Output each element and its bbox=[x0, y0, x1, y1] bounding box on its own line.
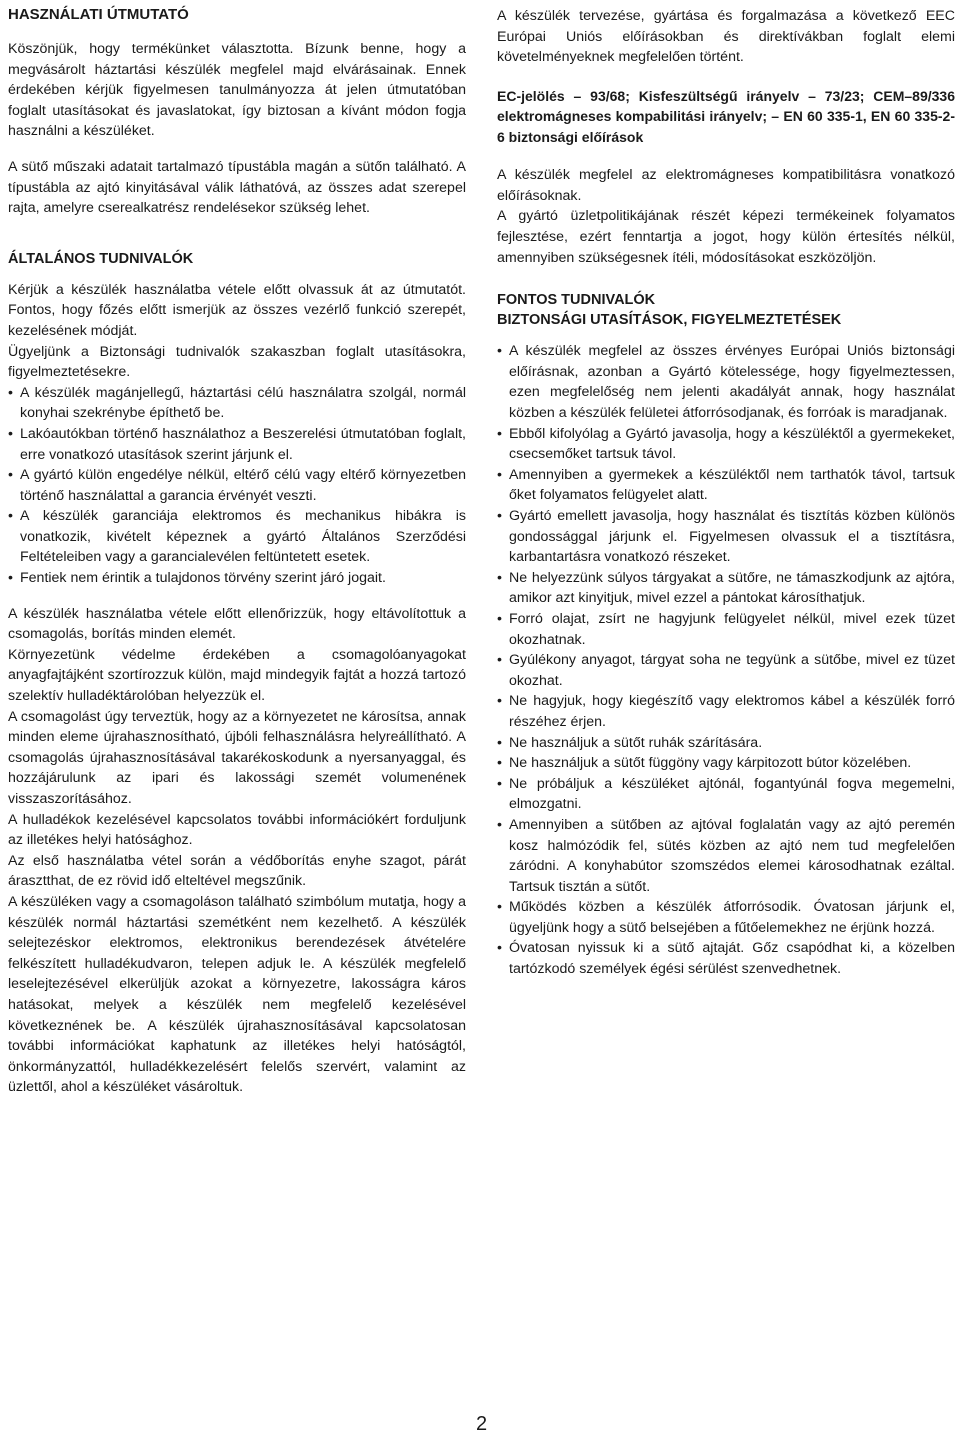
list-item: • Ne próbáljuk a készüléket ajtónál, fogantyúnál fogva megemelni, elmozgatni. bbox=[497, 774, 955, 815]
disposal-paragraph: A készüléken vagy a csomagoláson található szimbólum mutatja, hogy a készülék normál háztartási szemétként nem kezelhető. A készülék selejtezéskor elektromos, elektronikus berendezések átvételére felkészített hulladékudvaron, telepen adjuk le. A készülék megfelelő leselejtezésével elkerüljük azokat a környezetre, lakosságra káros hatásokat, melyek a készülék nem megfelelő kezelésével következnének be. A készülék újrahasznosításával kapcsolatosan további információkat kaphatunk az illetékes helyi hatóságtól, önkormányzattól, hulladékkezelésért felelős szervért, valamint az üzlettől, ahol a készüléket vásároltuk. bbox=[8, 893, 466, 1096]
list-item: • Működés közben a készülék átforrósodik. Óvatosan járjunk el, ügyeljünk hogy a sütő belsejében a fűtőelemekhez ne érjünk hozzá. bbox=[497, 897, 955, 938]
important-heading: FONTOS TUDNIVALÓK bbox=[497, 292, 656, 309]
first-use-paragraph: Az első használatba vétel során a védőborítás enyhe szagot, párát árasztthat, de ez rövid idő elteltével megszűnik. bbox=[8, 852, 466, 890]
right-column bbox=[497, 6, 955, 980]
intro-paragraph: Köszönjük, hogy termékünket választotta. Bízunk benne, hogy a megvásárolt háztartási készülék megfelel majd elvárásainak. Ennek érdekében kérjük figyelmesen tanulmányozza át jelen útmutatóban foglalt utasításokat és javaslatokat, így biztosan a kívánt módon fogja használni a készüléket. bbox=[8, 41, 466, 140]
list-item: • A készülék magánjellegű, háztartási célú használatra szolgál, normál konyhai szekrénybe építhető be. bbox=[8, 383, 466, 424]
left-column bbox=[8, 6, 466, 1098]
compliance-intro: A készülék tervezése, gyártása és forgalmazása a következő EEC Európai Uniós előírásokban és direktívákban foglalt elemi követelményeknek megfelelően történt. bbox=[497, 8, 955, 66]
waste-info-paragraph: A hulladékok kezelésével kapcsolatos további információkért forduljunk az illetékes helyi hatósághoz. bbox=[8, 811, 466, 849]
general-paragraph-1: Kérjük a készülék használatba vétele előtt olvassuk át az útmutatót. Fontos, hogy főzés előtt ismerjük az összes vezérlő funkció szerepét, kezelésének módját. bbox=[8, 281, 466, 339]
list-item: • Fentiek nem érintik a tulajdonos törvény szerint járó jogait. bbox=[8, 568, 466, 589]
list-item: • Ebből kifolyólag a Gyártó javasolja, hogy a készüléktől a gyermekeket, csecsemőket tartsuk távol. bbox=[497, 424, 955, 465]
page-number: 2 bbox=[476, 1413, 488, 1435]
list-item: • A gyártó külön engedélye nélkül, eltérő célú vagy eltérő környezetben történő használattal a garancia érvényét veszti. bbox=[8, 465, 466, 506]
list-item: • Ne használjuk a sütőt ruhák szárítására. bbox=[497, 733, 955, 754]
list-item: • Gyúlékony anyagot, tárgyat soha ne tegyünk a sütőbe, mivel ez tüzet okozhat. bbox=[497, 650, 955, 691]
document-title: HASZNÁLATI ÚTMUTATÓ bbox=[8, 6, 189, 23]
list-item: • Amennyiben a sütőben az ajtóval foglalatán vagy az ajtó peremén kosz halmózódik fel, sütés közben az ajtó nem tud megfelelően záródni. A konyhabútor szomszédos elemei károsodhatnak ezáltal. Tartsuk tisztán a sütőt. bbox=[497, 815, 955, 897]
list-item: • Ne hagyjuk, hogy kiegészítő vagy elektromos kábel a készülék forró részéhez érjen. bbox=[497, 691, 955, 732]
list-item: • Ne használjuk a sütőt függöny vagy kárpitozott bútor közelében. bbox=[497, 753, 955, 774]
general-bullet-list bbox=[8, 383, 466, 589]
safety-bullet-list bbox=[497, 341, 955, 979]
emc-compliance-text: A készülék megfelel az elektromágneses kompatibilitásra vonatkozó előírásoknak. bbox=[497, 167, 955, 204]
list-item: • Amennyiben a gyermekek a készüléktől nem tarthatók távol, tartsuk őket folyamatos felügyelet alatt. bbox=[497, 465, 955, 506]
recycling-paragraph: A csomagolást úgy terveztük, hogy az a környezetet ne károsítsa, annak minden eleme újrahasznosítható, újbóli felhasználásra helyreállítható. A csomagolás újrahasznosításával takarékoskodunk a nyersanyaggal, és hozzájárulunk az ipari és lakossági szemét volumenének visszaszorításához. bbox=[8, 708, 466, 807]
typeplate-paragraph: A sütő műszaki adatait tartalmazó típustábla magán a sütőn található. A típustábla az ajtó kinyitásával válik láthatóvá, az összes adat szerepel rajta, amelyre cserealkatrész rendelésekor szükség lehet. bbox=[8, 158, 466, 217]
packaging-paragraph: A készülék használatba vétele előtt ellenőrizzük, hogy eltávolítottuk a csomagolás, borítás minden elemét. bbox=[8, 605, 466, 643]
environment-paragraph: Környezetünk védelme érdekében a csomagolóanyagokat anyagfajtájként szortírozzuk külön, majd mindegyik fajtát a hozzá tartozó szelektív hulladéktárolóban helyezzük el. bbox=[8, 646, 466, 705]
list-item: • Óvatosan nyissuk ki a sütő ajtaját. Gőz csapódhat ki, a közelben tartózkodó személyek égési sérülést szenvedhetnek. bbox=[497, 938, 955, 979]
list-item: • A készülék megfelel az összes érvényes Európai Uniós biztonsági előírásnak, azonban a Gyártó kötelessége, hogy figyelmeztessen, ezen megfelelőség nem jelenti akadályát annak, hogy használat közben a készülék felületei átforrósodjanak, és forróak is maradjanak. bbox=[497, 341, 955, 423]
safety-heading: BIZTONSÁGI UTASÍTÁSOK, FIGYELMEZTETÉSEK bbox=[497, 312, 842, 329]
general-heading: ÁLTALÁNOS TUDNIVALÓK bbox=[8, 250, 194, 267]
list-item: • A készülék garanciája elektromos és mechanikus hibákra is vonatkozik, kivételt képeznek a gyártó Általános Szerződési Feltételeiben vagy a garancialevélen feltüntetett esetek. bbox=[8, 506, 466, 568]
list-item: • Lakóautókban történő használathoz a Beszerelési útmutatóban foglalt, erre vonatkozó utasítások szerint járjunk el. bbox=[8, 424, 466, 465]
general-paragraph-2: Ügyeljünk a Biztonsági tudnivalók szakaszban foglalt utasításokra, figyelmeztetésekre. bbox=[8, 343, 466, 381]
policy-text: A gyártó üzletpolitikájának részét képezi termékeinek folyamatos fejlesztése, ezért fenntartja a jogot, hogy külön értesítés nélkül, amennyiben szükségesnek ítéli, módosításokat eszközöljön. bbox=[497, 208, 955, 266]
list-item: • Ne helyezzünk súlyos tárgyakat a sütőre, ne támaszkodjunk az ajtóra, amikor azt kinyitjuk, mivel ezzel a pántokat károsíthatjuk. bbox=[497, 568, 955, 609]
list-item: • Forró olajat, zsírt ne hagyjunk felügyelet nélkül, mivel ezek tüzet okozhatnak. bbox=[497, 609, 955, 650]
list-item: • Gyártó emellett javasolja, hogy használat és tisztítás közben különös gondossággal járjunk el. Figyelmesen olvassuk el a tisztításra, karbantartásra vonatkozó részeket. bbox=[497, 506, 955, 568]
ec-marking-text: EC-jelölés – 93/68; Kisfeszültségű irányelv – 73/23; CEM–89/336 elektromágneses kompabilitási irányelv; – EN 60 335-1, EN 60 335-2-6 biztonsági előírások bbox=[497, 87, 955, 145]
